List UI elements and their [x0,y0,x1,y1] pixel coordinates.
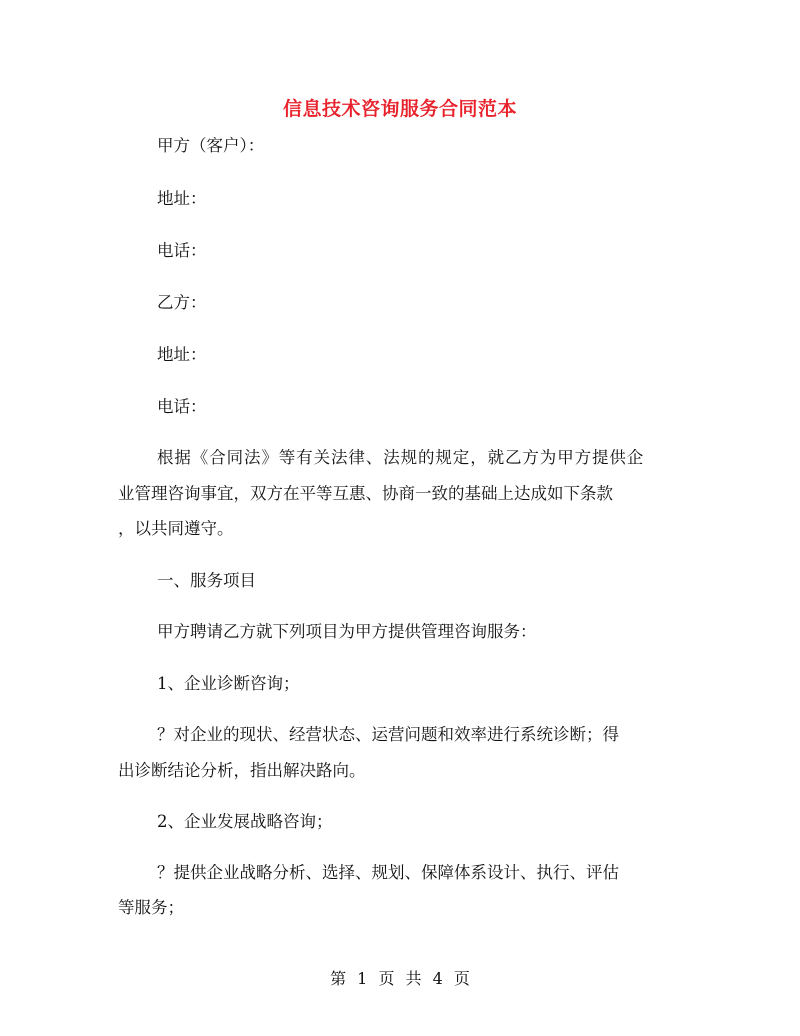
party-b-address: 地址： [157,345,207,364]
item-2-heading: 2、企业发展战略咨询； [157,812,333,831]
item-1-heading: 1、企业诊断咨询； [157,674,300,693]
item-1-line-2: 出诊断结论分析，指出解决路向。 [118,761,366,780]
party-b-phone: 电话： [157,397,207,416]
section-1-heading: 一、服务项目 [157,571,256,590]
preamble-line-1: 根据《合同法》等有关法律、法规的规定，就乙方为甲方提供企 [157,448,645,467]
party-a-label: 甲方（客户）： [157,136,265,155]
preamble-line-2: 业管理咨询事宜，双方在平等互惠、协商一致的基础上达成如下条款 [118,484,613,503]
party-b-label: 乙方： [157,293,207,312]
item-1-line-1: ？对企业的现状、经营状态、运营问题和效率进行系统诊断；得 [157,725,619,744]
item-2-line-2: 等服务； [118,898,184,917]
document-title: 信息技术咨询服务合同范本 [282,98,517,120]
party-a-phone: 电话： [157,241,207,260]
preamble-line-3: ，以共同遵守。 [118,519,234,538]
section-1-intro: 甲方聘请乙方就下列项目为甲方提供管理咨询服务： [157,622,537,641]
party-a-address: 地址： [157,189,207,208]
page-number-footer: 第 1 页 共 4 页 [330,969,470,988]
item-2-line-1: ？提供企业战略分析、选择、规划、保障体系设计、执行、评估 [157,863,619,882]
